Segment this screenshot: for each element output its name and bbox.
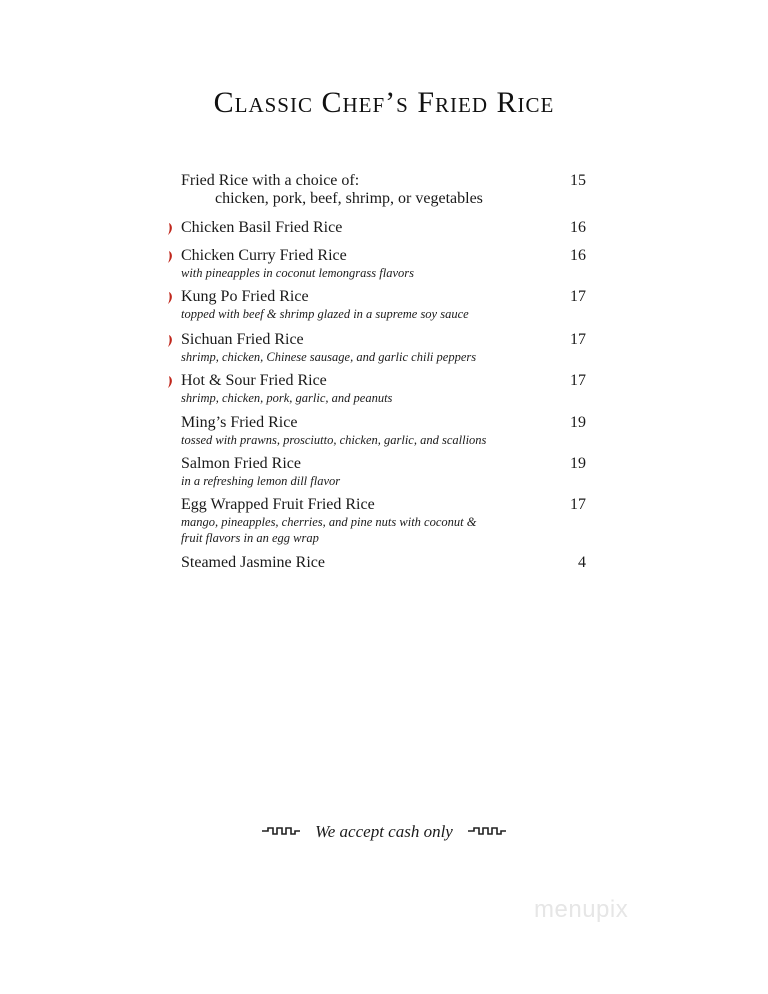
- item-price: 15: [570, 172, 586, 189]
- item-description: shrimp, chicken, Chinese sausage, and garlic chili peppers: [181, 350, 477, 364]
- item-name: Steamed Jasmine Rice: [181, 554, 325, 571]
- item-description: topped with beef & shrimp glazed in a supreme soy sauce: [181, 307, 469, 321]
- item-price: 19: [570, 414, 586, 431]
- item-name: Chicken Basil Fried Rice: [181, 219, 343, 236]
- item-name: Sichuan Fried Rice: [181, 331, 304, 348]
- item-name: Ming’s Fried Rice: [181, 414, 298, 431]
- watermark-logo: menupix: [534, 896, 629, 923]
- item-options: chicken, pork, beef, shrimp, or vegetables: [215, 190, 483, 207]
- item-description: shrimp, chicken, pork, garlic, and peanuts: [181, 391, 393, 405]
- item-price: 17: [570, 372, 586, 389]
- chili-pepper-icon: [166, 291, 175, 305]
- chili-pepper-icon: [166, 375, 175, 389]
- item-description: mango, pineapples, cherries, and pine nuts with coconut &: [181, 515, 477, 529]
- chili-pepper-icon: [166, 222, 175, 236]
- footer-text: We accept cash only: [315, 822, 453, 841]
- left-ornament-icon: [261, 823, 301, 843]
- right-ornament-icon: [467, 823, 507, 843]
- item-price: 19: [570, 455, 586, 472]
- item-name: Hot & Sour Fried Rice: [181, 372, 327, 389]
- item-name: Chicken Curry Fried Rice: [181, 247, 347, 264]
- footer: [0, 822, 768, 843]
- item-price: 16: [570, 247, 586, 264]
- item-price: 17: [570, 331, 586, 348]
- item-description: in a refreshing lemon dill flavor: [181, 474, 341, 488]
- chili-pepper-icon: [166, 334, 175, 348]
- chili-pepper-icon: [166, 250, 175, 264]
- item-price: 4: [578, 554, 586, 571]
- item-description-line-2: fruit flavors in an egg wrap: [181, 531, 319, 545]
- item-price: 17: [570, 496, 586, 513]
- item-description: tossed with prawns, prosciutto, chicken, garlic, and scallions: [181, 433, 487, 447]
- item-name: Egg Wrapped Fruit Fried Rice: [181, 496, 375, 513]
- item-name: Fried Rice with a choice of:: [181, 172, 360, 189]
- item-description: with pineapples in coconut lemongrass flavors: [181, 266, 414, 280]
- item-name: Kung Po Fried Rice: [181, 288, 309, 305]
- menu-title: Classic Chef’s Fried Rice: [213, 86, 555, 119]
- item-name: Salmon Fried Rice: [181, 455, 301, 472]
- item-price: 17: [570, 288, 586, 305]
- item-price: 16: [570, 219, 586, 236]
